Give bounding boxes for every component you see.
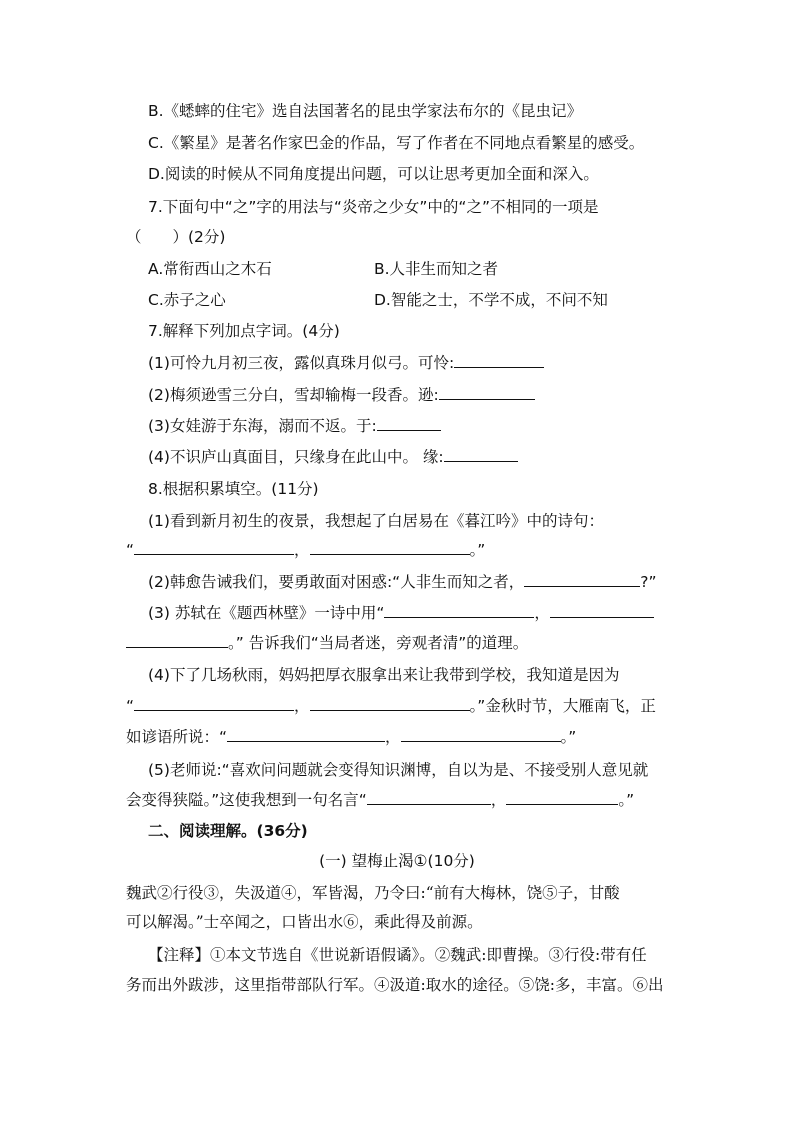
answer-blank[interactable] [439,385,535,400]
q7-option-d: D.智能之士，不学不成，不问不知 [374,291,608,309]
open-quote: “ [126,697,135,715]
question-7-stem: 7.下面句中“之”字的用法与“炎帝之少女”中的“之”不相同的一项是 [148,198,599,216]
q7b-item-2 [148,384,535,406]
answer-blank[interactable] [454,353,544,368]
option-b-line: B.《蟋蟀的住宅》选自法国著名的昆虫学家法布尔的《昆虫记》 [148,102,583,120]
close-quote: 。” [618,791,635,809]
q8-item-3 [148,602,654,624]
answer-blank[interactable] [134,696,294,711]
option-c-line: C.《繁星》是著名作家巴金的作品，写了作者在不同地点看繁星的感受。 [148,134,645,152]
answer-blank[interactable] [310,696,470,711]
q7b-item-2-text: (2)梅须逊雪三分白，雪却输梅一段香。逊: [148,386,439,404]
q8-item-3-cont [126,632,528,654]
q7-option-c: C.赤子之心 [148,291,226,309]
q7b-item-4 [148,446,518,468]
question-7-score: （ ）(2分) [126,228,226,246]
q8-item-2-text: (2)韩愈告诫我们，要勇敢面对困惑:“人非生而知之者， [148,573,525,591]
answer-blank[interactable] [524,572,640,587]
question-8-title: 8.根据积累填空。(11分) [148,480,319,498]
close-quote: 。” [560,728,577,746]
answer-blank[interactable] [377,416,441,431]
q7b-item-3-text: (3)女娃游于东海，溺而不返。于: [148,417,377,435]
q8-item-5-cont-text: 会变得狭隘。”这使我想到一句名言“ [126,791,367,809]
q8-item-5: (5)老师说:“喜欢问问题就会变得知识渊博，自以为是、不接受别人意见就 [148,761,649,779]
passage-title: (一) 望梅止渴①(10分) [319,852,475,870]
answer-blank[interactable] [550,603,654,618]
section-2-heading: 二、阅读理解。(36分) [148,822,308,840]
proverb-lead: 如谚语所说：“ [126,728,228,746]
comma: ， [294,541,310,559]
q8-item-3-cont-text: 。” 告诉我们“当局者迷，旁观者清”的道理。 [228,634,529,652]
comma: ， [490,791,507,809]
q8-item-4-cont-text: 。”金秋时节，大雁南飞，正 [469,697,656,715]
q7b-item-1 [148,352,544,374]
q8-item-4-blanks [126,695,656,717]
q8-item-1: (1)看到新月初生的夜景，我想起了白居易在《暮江吟》中的诗句： [148,512,604,530]
answer-blank[interactable] [310,540,470,555]
comma: ， [294,697,310,715]
answer-blank[interactable] [126,633,228,648]
answer-blank[interactable] [367,790,491,805]
answer-blank[interactable] [227,727,385,742]
q7b-item-1-text: (1)可怜九月初三夜，露似真珠月似弓。可怜: [148,354,455,372]
passage-line-1: 魏武②行役③，失汲道④，军皆渴，乃令曰:“前有大梅林，饶⑤子，甘酸 [126,884,620,902]
notes-line-1: 【注释】①本文节选自《世说新语假谲》。②魏武:即曹操。③行役:带有任 [148,946,647,964]
answer-blank[interactable] [401,727,561,742]
q7-option-b: B.人非生而知之者 [374,260,499,278]
notes-line-2: 务而出外跋涉，这里指带部队行军。④汲道:取水的途径。⑤饶:多，丰富。⑥出 [126,976,664,994]
q7b-item-3 [148,415,441,437]
q7b-item-4-text: (4)不识庐山真面目，只缘身在此山中。 缘: [148,448,444,466]
q8-item-4: (4)下了几场秋雨，妈妈把厚衣服拿出来让我带到学校，我知道是因为 [148,666,620,684]
question-7b-title: 7.解释下列加点字词。(4分) [148,322,340,340]
close-quote: 。” [469,541,486,559]
comma: ， [534,604,550,622]
answer-blank[interactable] [384,603,534,618]
q8-item-2 [148,571,656,593]
passage-line-2: 可以解渴。”士卒闻之，口皆出水⑥，乘此得及前源。 [126,913,483,931]
q7-option-a: A.常衔西山之木石 [148,260,272,278]
answer-blank[interactable] [134,540,294,555]
q8-item-1-blanks [126,539,485,561]
q8-item-3-text: (3) 苏轼在《题西林壁》一诗中用“ [148,604,385,622]
option-d-line: D.阅读的时候从不同角度提出问题，可以让思考更加全面和深入。 [148,165,599,183]
q8-item-5-cont [126,789,634,811]
answer-blank[interactable] [506,790,618,805]
answer-blank[interactable] [444,447,518,462]
comma: ， [385,728,401,746]
open-quote: “ [126,541,135,559]
q8-item-4-proverb [126,726,576,748]
q8-item-2-end: ?” [640,573,657,591]
